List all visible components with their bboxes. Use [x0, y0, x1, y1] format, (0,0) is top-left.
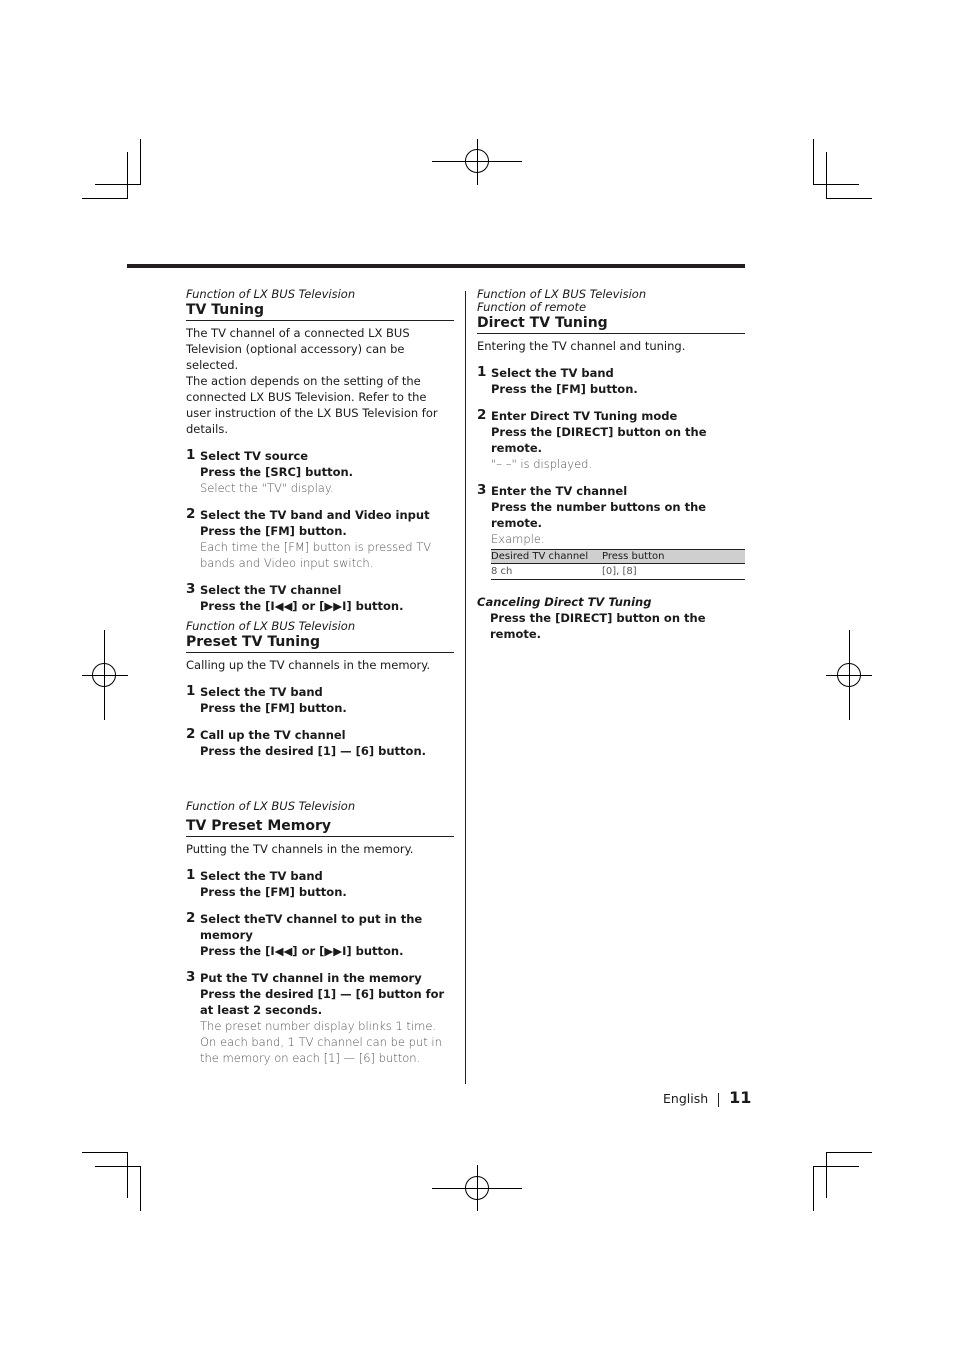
step — [186, 727, 454, 759]
step-note: The preset number display blinks 1 time. — [200, 1019, 437, 1033]
intro-text: The TV channel of a connected LX BUS Television (optional accessory) can be selected. — [186, 326, 410, 372]
step-number: 1 — [186, 867, 196, 883]
step-heading: Select the TV band — [491, 366, 614, 380]
step-instruction: Press the [SRC] button. — [200, 465, 354, 479]
step — [186, 448, 454, 496]
step-heading: Select TV source — [200, 449, 309, 463]
step-heading: Select theTV channel to put in the memory — [200, 912, 423, 942]
language-label: English — [663, 1091, 709, 1106]
step-number: 1 — [477, 364, 487, 380]
function-label: Function of LX BUS Television — [186, 799, 356, 813]
section-direct-tv-tuning — [477, 288, 745, 642]
step-number: 1 — [186, 447, 196, 463]
table-cell: [0], [8] — [602, 564, 745, 580]
step-heading: Select the TV channel — [200, 583, 342, 597]
step-heading: Select the TV band and Video input — [200, 508, 430, 522]
cancel-heading: Canceling Direct TV Tuning — [477, 595, 652, 609]
table-cell: 8 ch — [491, 564, 602, 580]
step-heading: Put the TV channel in the memory — [200, 971, 422, 985]
step — [186, 684, 454, 716]
step-note: Example: — [491, 532, 545, 546]
header-rule — [127, 264, 745, 268]
step — [477, 408, 745, 472]
step-instruction: Press the [FM] button. — [200, 524, 347, 538]
step — [186, 868, 454, 900]
example-table — [491, 549, 745, 580]
step-instruction: Press the [I◀◀] or [▶▶I] button. — [200, 944, 404, 958]
intro-text: Entering the TV channel and tuning. — [477, 339, 686, 353]
step-instruction: Press the desired [1] — [6] button for at least 2 seconds. — [200, 987, 445, 1017]
step-instruction: Press the [FM] button. — [200, 701, 347, 715]
step-instruction: Press the [FM] button. — [200, 885, 347, 899]
intro-text: Putting the TV channels in the memory. — [186, 842, 414, 856]
step-instruction: Press the desired [1] — [6] button. — [200, 744, 427, 758]
table-row — [491, 564, 745, 580]
step-note: Select the "TV" display. — [200, 481, 334, 495]
section-tv-preset-memory — [186, 800, 454, 1066]
step-heading: Enter Direct TV Tuning mode — [491, 409, 678, 423]
intro-text: The action depends on the setting of the connected LX BUS Television. Refer to the user instruction of the LX BUS Television for details. — [186, 374, 438, 436]
step-note: Each time the [FM] button is pressed TV bands and Video input switch. — [200, 540, 432, 570]
step-note: On each band, 1 TV channel can be put in the memory on each [1] — [6] button. — [200, 1035, 442, 1065]
page-footer — [663, 1088, 751, 1109]
step-instruction: Press the number buttons on the remote. — [491, 500, 707, 530]
function-label: Function of LX BUS Television — [477, 287, 647, 301]
step-instruction: Press the [FM] button. — [491, 382, 638, 396]
step — [477, 483, 745, 580]
section-title: TV Tuning — [186, 301, 454, 321]
step-number: 2 — [186, 506, 196, 522]
step — [186, 911, 454, 959]
column-divider — [465, 291, 466, 1084]
function-label: Function of LX BUS Television — [186, 619, 356, 633]
page-number: 11 — [729, 1088, 752, 1107]
section-preset-tv-tuning — [186, 620, 454, 759]
step-instruction: Press the [I◀◀] or [▶▶I] button. — [200, 599, 404, 613]
intro-text: Calling up the TV channels in the memory. — [186, 658, 431, 672]
function-label: Function of remote — [477, 300, 587, 314]
section-title: TV Preset Memory — [186, 817, 454, 837]
step — [186, 582, 454, 614]
step — [477, 365, 745, 397]
function-label: Function of LX BUS Television — [186, 287, 356, 301]
step-heading: Select the TV band — [200, 869, 323, 883]
table-header-row — [491, 550, 745, 564]
cancel-instruction: Press the [DIRECT] button on the remote. — [490, 611, 706, 641]
step-number: 2 — [186, 910, 196, 926]
section-title: Direct TV Tuning — [477, 314, 745, 334]
table-header: Press button — [602, 550, 745, 564]
step-number: 2 — [186, 726, 196, 742]
step-number: 3 — [477, 482, 487, 498]
step — [186, 507, 454, 571]
step-heading: Enter the TV channel — [491, 484, 628, 498]
step-number: 1 — [186, 683, 196, 699]
footer-separator — [718, 1093, 719, 1107]
step-instruction: Press the [DIRECT] button on the remote. — [491, 425, 707, 455]
step-note: "– –" is displayed. — [491, 457, 593, 471]
step-heading: Call up the TV channel — [200, 728, 346, 742]
table-header: Desired TV channel — [491, 550, 602, 564]
section-tv-tuning — [186, 288, 454, 614]
step-heading: Select the TV band — [200, 685, 323, 699]
section-title: Preset TV Tuning — [186, 633, 454, 653]
step-number: 3 — [186, 581, 196, 597]
step — [186, 970, 454, 1066]
step-number: 3 — [186, 969, 196, 985]
step-number: 2 — [477, 407, 487, 423]
